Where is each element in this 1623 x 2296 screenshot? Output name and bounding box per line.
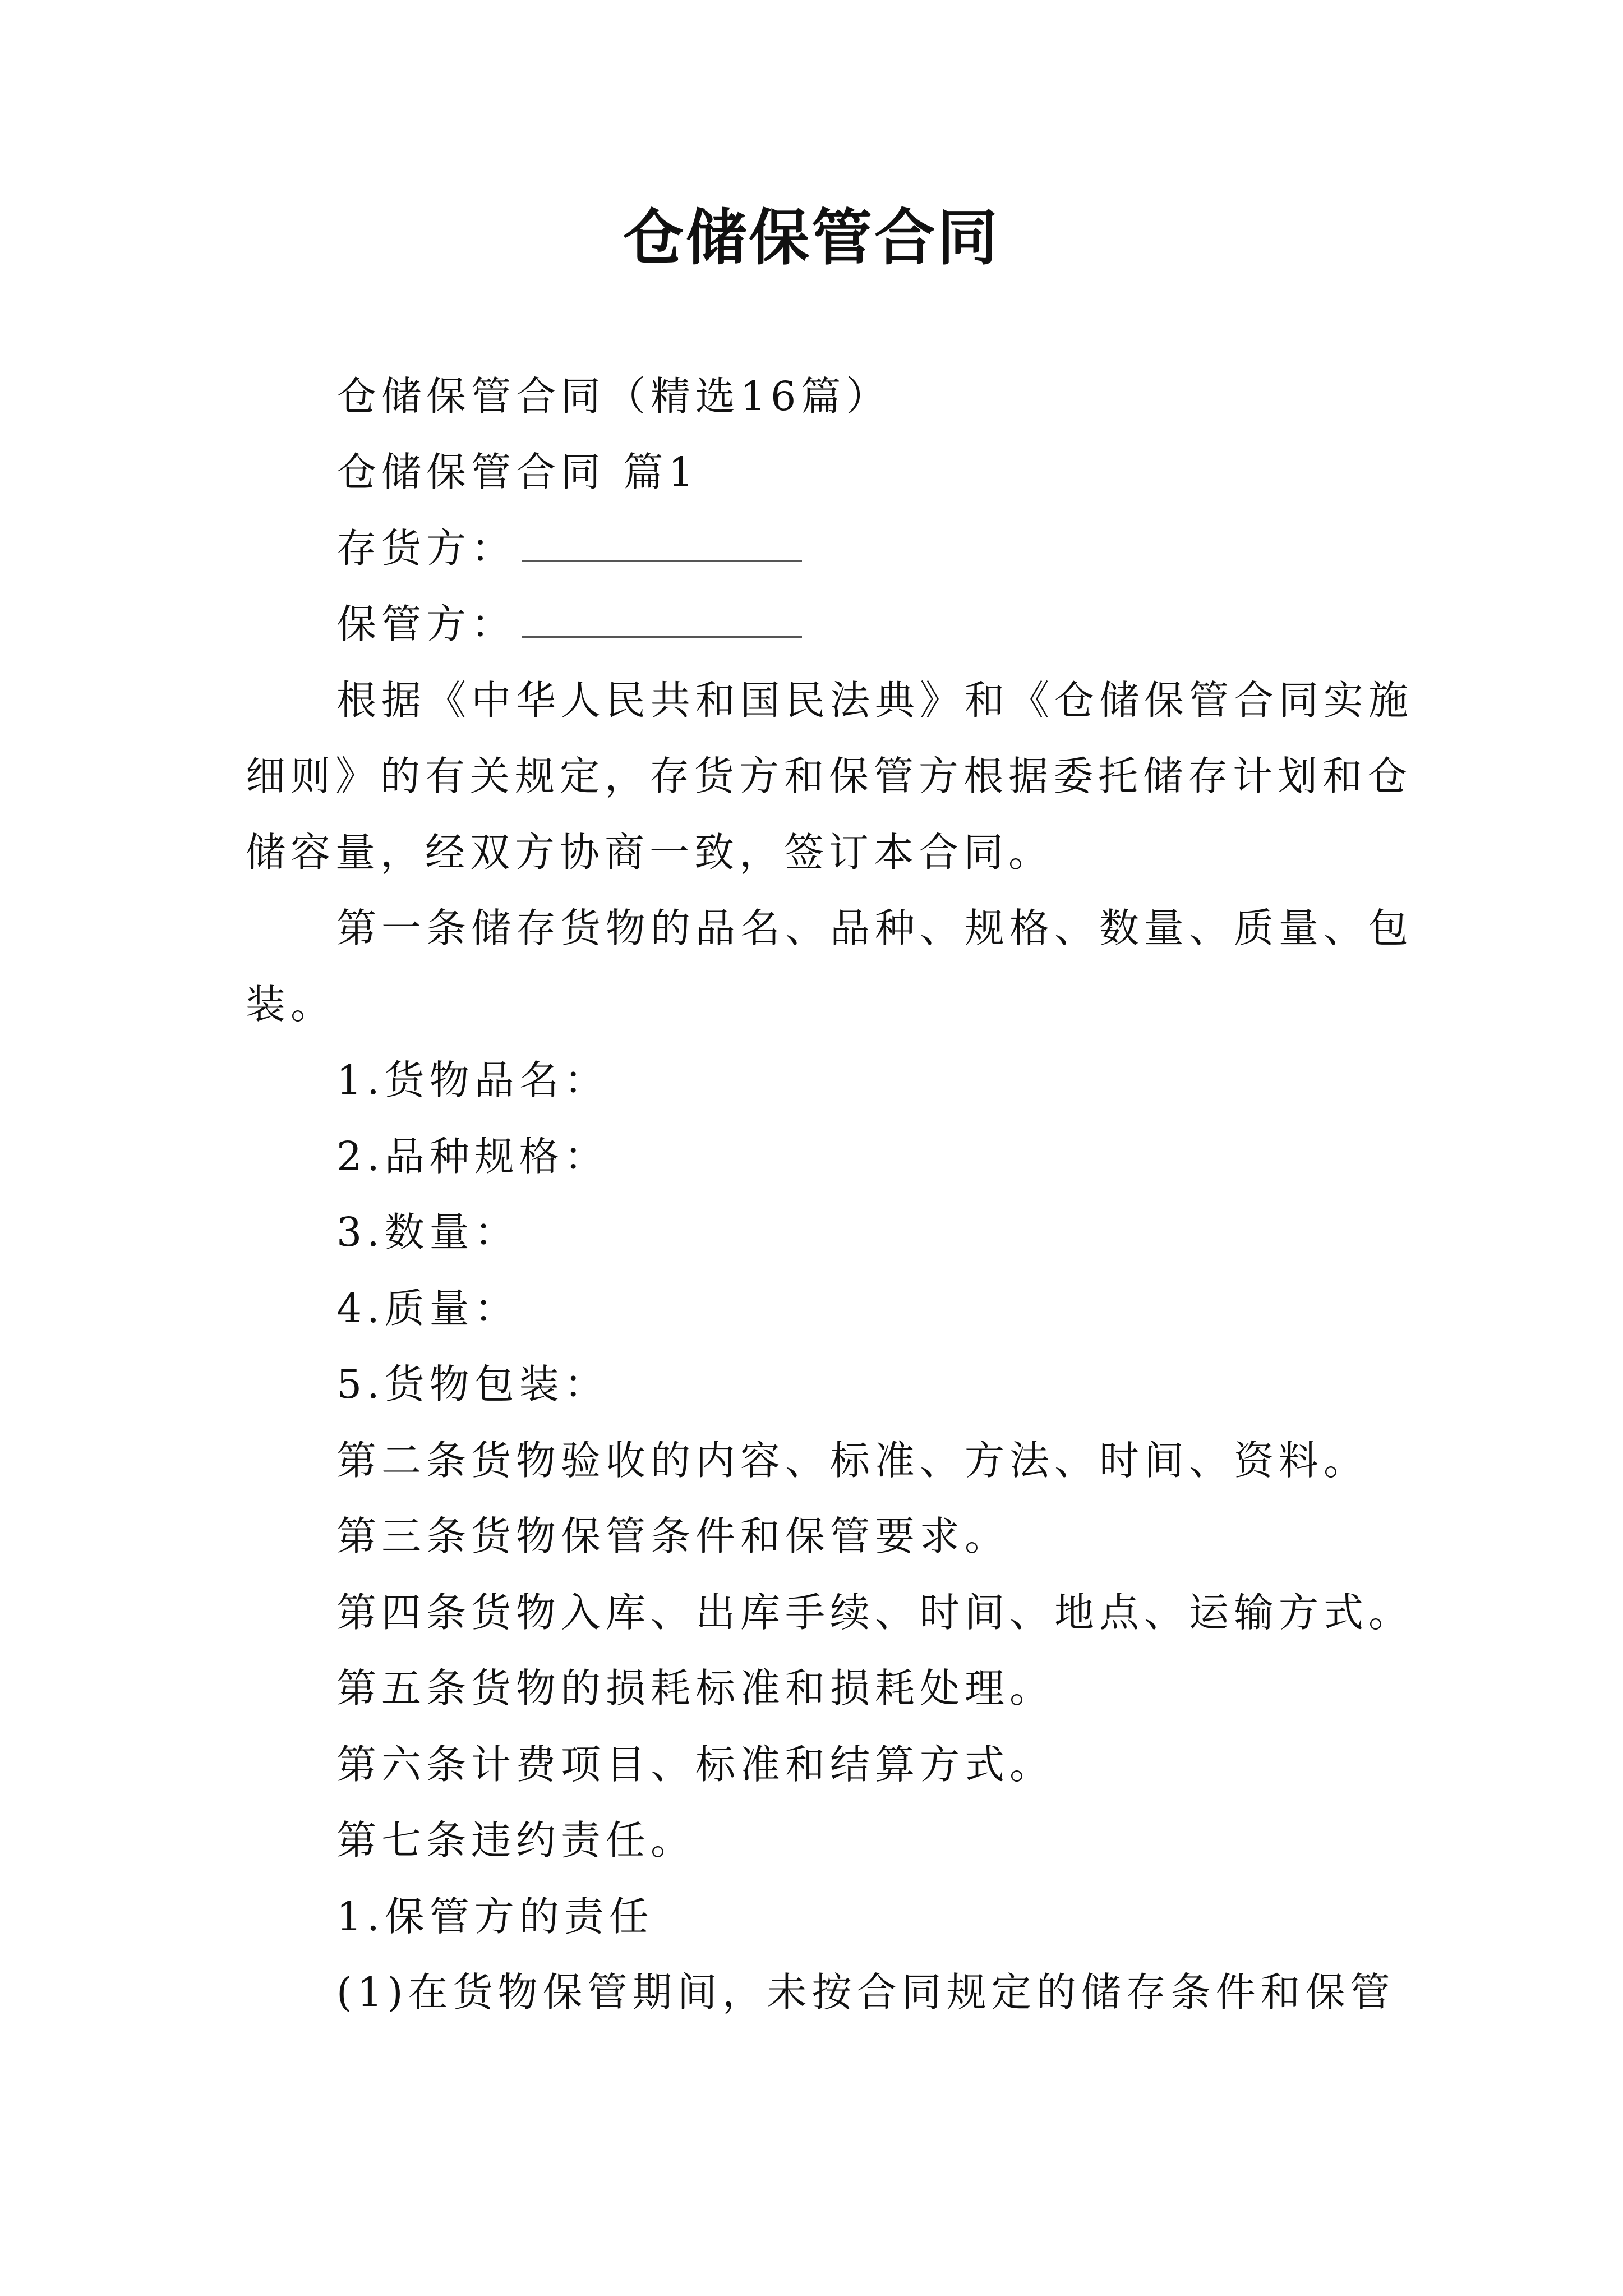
- list-item: 3.数量：: [336, 1209, 519, 1255]
- article-line: 第六条计费项目、标准和结算方式。: [336, 1741, 1055, 1788]
- list-item: 1.货物品名：: [336, 1057, 609, 1103]
- list-item: 2.品种规格：: [336, 1133, 609, 1180]
- section-heading: 仓储保管合同 篇1: [336, 449, 699, 495]
- depositor-blank: [522, 521, 802, 562]
- article-line: 第七条违约责任。: [336, 1817, 696, 1864]
- article-line: 第二条货物验收的内容、标准、方法、时间、资料。: [336, 1437, 1369, 1484]
- intro-line: 细则》的有关规定，存货方和保管方根据委托储存计划和仓: [246, 753, 1413, 799]
- article-1-line: 第一条储存货物的品名、品种、规格、数量、质量、包: [336, 905, 1414, 951]
- intro-line: 根据《中华人民共和国民法典》和《仓储保管合同实施: [336, 677, 1414, 724]
- article-line: 第三条货物保管条件和保管要求。: [336, 1513, 1010, 1559]
- custodian-blank: [522, 597, 802, 638]
- depositor-field: [336, 521, 802, 577]
- custodian-field: [336, 596, 802, 652]
- list-item: 4.质量：: [336, 1285, 519, 1332]
- document-subtitle: 仓储保管合同（精选16篇）: [336, 373, 891, 420]
- liability-heading: 1.保管方的责任: [336, 1893, 654, 1940]
- document-title: 仓储保管合同: [623, 203, 1000, 273]
- depositor-label: 存货方：: [336, 525, 517, 572]
- article-line: 第四条货物入库、出库手续、时间、地点、运输方式。: [336, 1589, 1414, 1636]
- list-item: 5.货物包装：: [336, 1361, 609, 1407]
- custodian-label: 保管方：: [336, 601, 517, 647]
- article-line: 第五条货物的损耗标准和损耗处理。: [336, 1665, 1055, 1711]
- intro-line: 储容量，经双方协商一致，签订本合同。: [246, 829, 1054, 876]
- liability-item: (1)在货物保管期间，未按合同规定的储存条件和保管: [336, 1969, 1395, 2016]
- article-1-line: 装。: [246, 981, 336, 1028]
